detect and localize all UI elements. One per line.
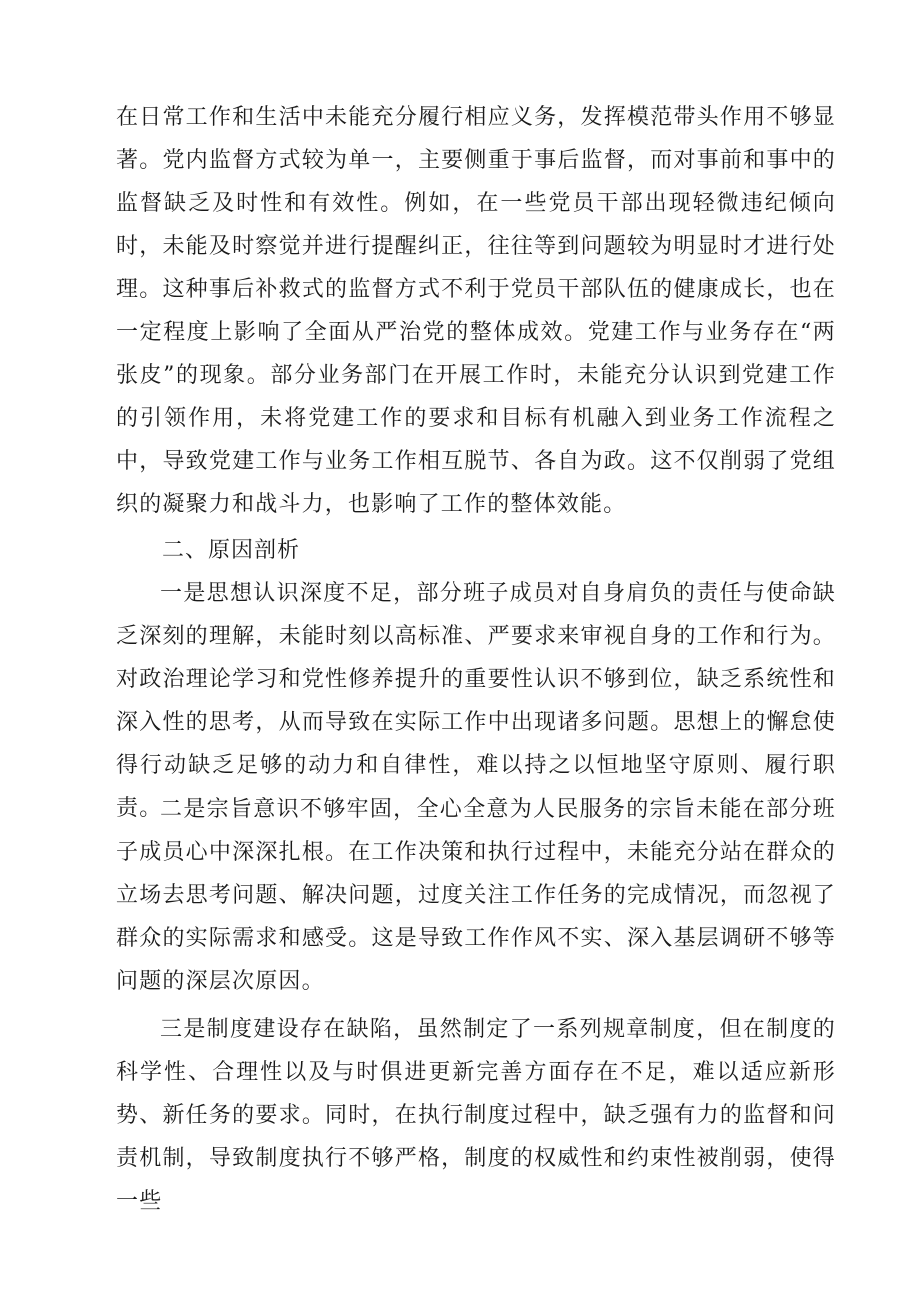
paragraph-3: 三是制度建设存在缺陷，虽然制定了一系列规章制度，但在制度的科学性、合理性以及与时俱进更新完善方面存在不足，难以适应新形势、新任务的要求。同时，在执行制度过程中，缺乏强有力的监督和问责机制，导致制度执行不够严格，制度的权威性和约束性被削弱，使得一些	[116, 1017, 836, 1214]
analysis-block-3	[116, 1008, 836, 1223]
continuation-block	[116, 96, 836, 526]
analysis-block-2	[116, 788, 836, 1003]
paragraph-1: 一是思想认识深度不足，部分班子成员对自身肩负的责任与使命缺乏深刻的理解，未能时刻以高标准、严要求来审视自身的工作和行为。对政治理论学习和党性修养提升的重要性认识不够到位，缺乏系统性和深入性的思考，从而导致在实际工作中出现诸多问题。思想上的懈怠使得行动缺乏足够的动力和自律性，难以持之以恒地坚守原则、履行职责。	[116, 581, 836, 821]
section-heading: 二、原因剖析	[162, 538, 301, 563]
continuation-paragraph: 在日常工作和生活中未能充分履行相应义务，发挥模范带头作用不够显著。党内监督方式较为单一，主要侧重于事后监督，而对事前和事中的监督缺乏及时性和有效性。例如，在一些党员干部出现轻微违纪倾向时，未能及时察觉并进行提醒纠正，往往等到问题较为明显时才进行处理。这种事后补救式的监督方式不利于党员干部队伍的健康成长，也在一定程度上影响了全面从严治党的整体成效。党建工作与业务存在“两张皮”的现象。部分业务部门在开展工作时，未能充分认识到党建工作的引领作用，未将党建工作的要求和目标有机融入到业务工作流程之中，导致党建工作与业务工作相互脱节、各自为政。这不仅削弱了党组织的凝聚力和战斗力，也影响了工作的整体效能。	[116, 105, 836, 517]
paragraph-2: 二是宗旨意识不够牢固，全心全意为人民服务的宗旨未能在部分班子成员心中深深扎根。在工作决策和执行过程中，未能充分站在群众的立场去思考问题、解决问题，过度关注工作任务的完成情况，而忽视了群众的实际需求和感受。这是导致工作作风不实、深入基层调研不够等问题的深层次原因。	[116, 797, 836, 994]
